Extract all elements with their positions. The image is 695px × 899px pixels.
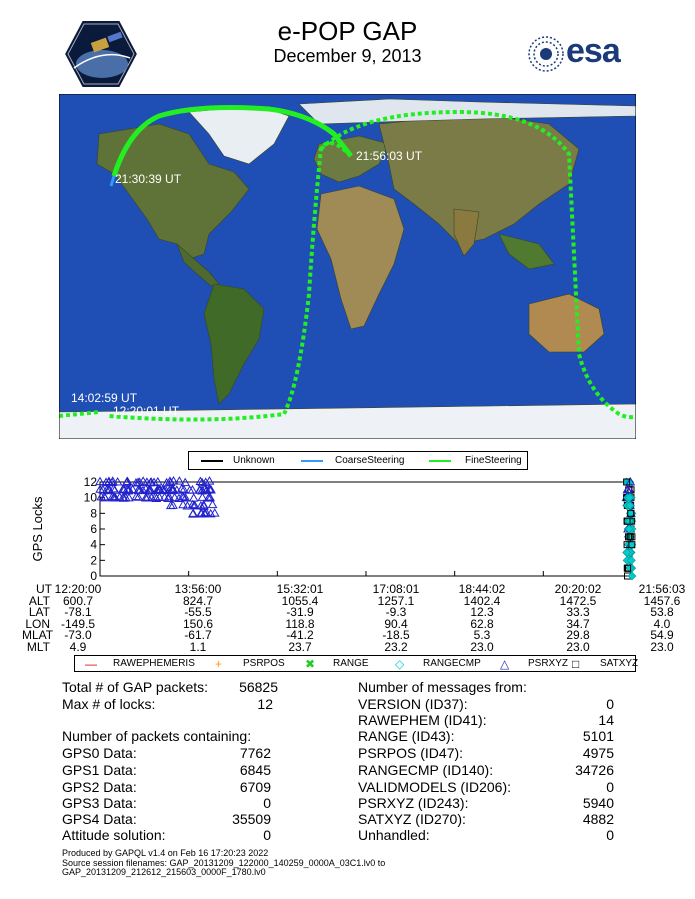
footer (62, 849, 385, 878)
y-tick-label: 10 (83, 490, 97, 505)
table-row-label: UT (36, 582, 52, 596)
table-cell: 150.6 (182, 616, 214, 631)
stat-value: 5101 (582, 728, 614, 744)
table-cell: 1055.4 (281, 593, 319, 608)
y-tick-label: 12 (83, 476, 97, 489)
table-cell: 90.4 (384, 616, 408, 631)
legend-label: PSRXYZ (528, 658, 569, 669)
map-label: 12:20:01 UT (113, 404, 180, 418)
legend-line-fine (429, 460, 451, 462)
stat-label: GPS3 Data: (62, 795, 137, 811)
table-cell: 17:08:01 (372, 582, 420, 596)
stat-value: 34726 (575, 762, 614, 778)
y-tick-label: 4 (90, 537, 97, 552)
satxyz-legend-symbol: □ (572, 657, 580, 671)
footer-line: GAP_20131209_212612_215603_0000F_1780.lv0 (62, 867, 266, 877)
table-cell: 54.9 (650, 628, 674, 642)
table-cell: 1472.5 (559, 593, 597, 608)
stat-label: RANGE (ID43): (358, 728, 455, 744)
stat-label: GPS4 Data: (62, 811, 137, 827)
range-legend-symbol: ✖ (305, 657, 316, 671)
table-cell: 4.0 (653, 616, 671, 631)
y-tick-label: 2 (90, 553, 97, 568)
table-cell: 33.3 (566, 605, 590, 619)
rangecmp-legend-symbol: ◇ (395, 657, 405, 671)
legend-label: RAWEPHEMERIS (113, 658, 195, 669)
table-cell: 12:20:00 (54, 582, 102, 596)
stat-label: GPS0 Data: (62, 745, 137, 761)
table-cell: 18:44:02 (458, 582, 506, 596)
stat-label: PSRXYZ (ID243): (358, 795, 469, 811)
map-label: 14:02:59 UT (71, 391, 138, 405)
stats-heading: Number of packets containing: (62, 728, 252, 744)
table-cell: -61.7 (184, 628, 212, 642)
table-cell: -9.3 (385, 605, 407, 619)
stat-label: VERSION (ID37): (358, 696, 468, 712)
stat-value: 4882 (582, 811, 614, 827)
table-cell: 20:20:02 (554, 582, 602, 596)
table-cell: 21:56:03 (638, 582, 686, 596)
table-cell: 23.7 (288, 639, 312, 654)
stat-label: Max # of locks: (62, 696, 156, 712)
table-cell: 5.3 (473, 628, 491, 642)
legend-label: RANGECMP (423, 658, 481, 669)
psrxyz-marker (209, 501, 217, 508)
esa-wordmark: esa (566, 32, 620, 70)
table-cell: 824.7 (182, 593, 214, 608)
legend-label: SATXYZ (600, 658, 639, 669)
table-cell: 1257.1 (377, 593, 415, 608)
stat-label: VALIDMODELS (ID206): (358, 779, 512, 795)
stat-label: Attitude solution: (62, 827, 166, 843)
stat-value: 14 (598, 712, 614, 728)
table-cell: 23.0 (470, 639, 494, 654)
world-map (59, 94, 636, 439)
rawephemeris-legend-symbol: — (85, 657, 97, 671)
psrxyz-marker (190, 494, 198, 501)
table-cell: 29.8 (566, 628, 590, 642)
steering-legend (188, 451, 528, 470)
y-tick-label: 6 (90, 522, 97, 536)
legend-label: CoarseSteering (335, 455, 405, 466)
legend-label: FineSteering (465, 455, 522, 466)
table-cell: -41.2 (286, 628, 314, 642)
date-subtitle: December 9, 2013 (273, 46, 422, 66)
stat-value: 5940 (582, 795, 614, 811)
mission-patch-logo (62, 18, 140, 90)
stat-label: GPS2 Data: (62, 779, 137, 795)
table-cell: 13:56:00 (174, 582, 222, 596)
table-cell: 1402.4 (463, 593, 501, 608)
table-cell: 53.8 (650, 605, 674, 619)
table-cell: 12.3 (470, 605, 494, 619)
legend-label: Unknown (233, 455, 275, 466)
table-cell: -73.0 (64, 628, 92, 642)
table-row-label: LON (25, 616, 50, 631)
stat-value: 0 (606, 779, 614, 795)
table-cell: -31.9 (286, 605, 314, 619)
esa-logo (526, 34, 636, 74)
table-cell: 23.0 (650, 639, 674, 654)
marker-legend (74, 655, 639, 672)
stat-value: 6709 (239, 779, 271, 795)
legend-label: RANGE (333, 658, 369, 669)
y-axis-label: GPS Locks (30, 496, 45, 562)
stat-label: RAWEPHEM (ID41): (358, 712, 487, 728)
table-row-label: MLT (26, 639, 50, 654)
map-label: 21:56:03 UT (356, 149, 423, 163)
stat-label: Unhandled: (358, 827, 430, 843)
table-cell: -78.1 (64, 605, 92, 619)
stat-value: 0 (606, 827, 614, 843)
stat-label: GPS1 Data: (62, 762, 137, 778)
stat-label: PSRPOS (ID47): (358, 745, 464, 761)
legend-label: PSRPOS (243, 658, 285, 669)
stat-value: 56825 (239, 679, 278, 695)
table-cell: 23.0 (566, 639, 590, 654)
stat-label: Total # of GAP packets: (62, 679, 209, 695)
stat-value: 12 (257, 696, 273, 712)
table-row-label: LAT (28, 605, 50, 619)
table-cell: 118.8 (285, 616, 315, 631)
table-cell: 1.1 (189, 639, 207, 654)
y-tick-label: 0 (90, 569, 97, 583)
table-row-label: ALT (28, 593, 50, 608)
footer-line: Source session filenames: GAP_20131209_122000_140259_0000A_03C1.lv0 to (62, 857, 386, 868)
stat-value: 6845 (239, 762, 271, 778)
table-cell: 15:32:01 (276, 582, 324, 596)
y-tick-label: 8 (90, 506, 97, 521)
orbit-parameter-table (22, 582, 686, 654)
stat-value: 0 (263, 827, 271, 843)
stat-value: 0 (606, 696, 614, 712)
table-cell: -55.5 (184, 605, 212, 619)
stat-value: 35509 (232, 811, 271, 827)
page-title: e-POP GAP (277, 16, 418, 46)
table-cell: 1457.6 (643, 593, 681, 608)
stat-value: 7762 (239, 745, 271, 761)
footer-line: Produced by GAPQL v1.4 on Feb 16 17:20:23 2022 (62, 848, 269, 858)
legend-line-coarse (301, 460, 323, 462)
stat-value: 4975 (582, 745, 614, 761)
table-row-label: MLAT (22, 628, 54, 642)
stat-label: RANGECMP (ID140): (358, 762, 494, 778)
table-cell: -18.5 (382, 628, 410, 642)
stats-heading: Number of messages from: (358, 679, 527, 695)
table-cell: 34.7 (566, 616, 590, 631)
gps-locks-chart (30, 476, 680, 586)
legend-line-unknown (201, 460, 223, 462)
psrxyz-marker (154, 478, 162, 485)
psrpos-legend-symbol: + (215, 657, 223, 671)
map-label: 21:30:39 UT (115, 172, 182, 186)
table-cell: 4.9 (69, 639, 87, 654)
table-cell: 600.7 (62, 593, 94, 608)
table-cell: 62.8 (470, 616, 494, 631)
table-cell: -149.5 (60, 616, 96, 631)
stat-value: 0 (263, 795, 271, 811)
psrxyz-legend-symbol: △ (500, 657, 510, 671)
table-cell: 23.2 (384, 639, 408, 654)
stat-label: SATXYZ (ID270): (358, 811, 466, 827)
